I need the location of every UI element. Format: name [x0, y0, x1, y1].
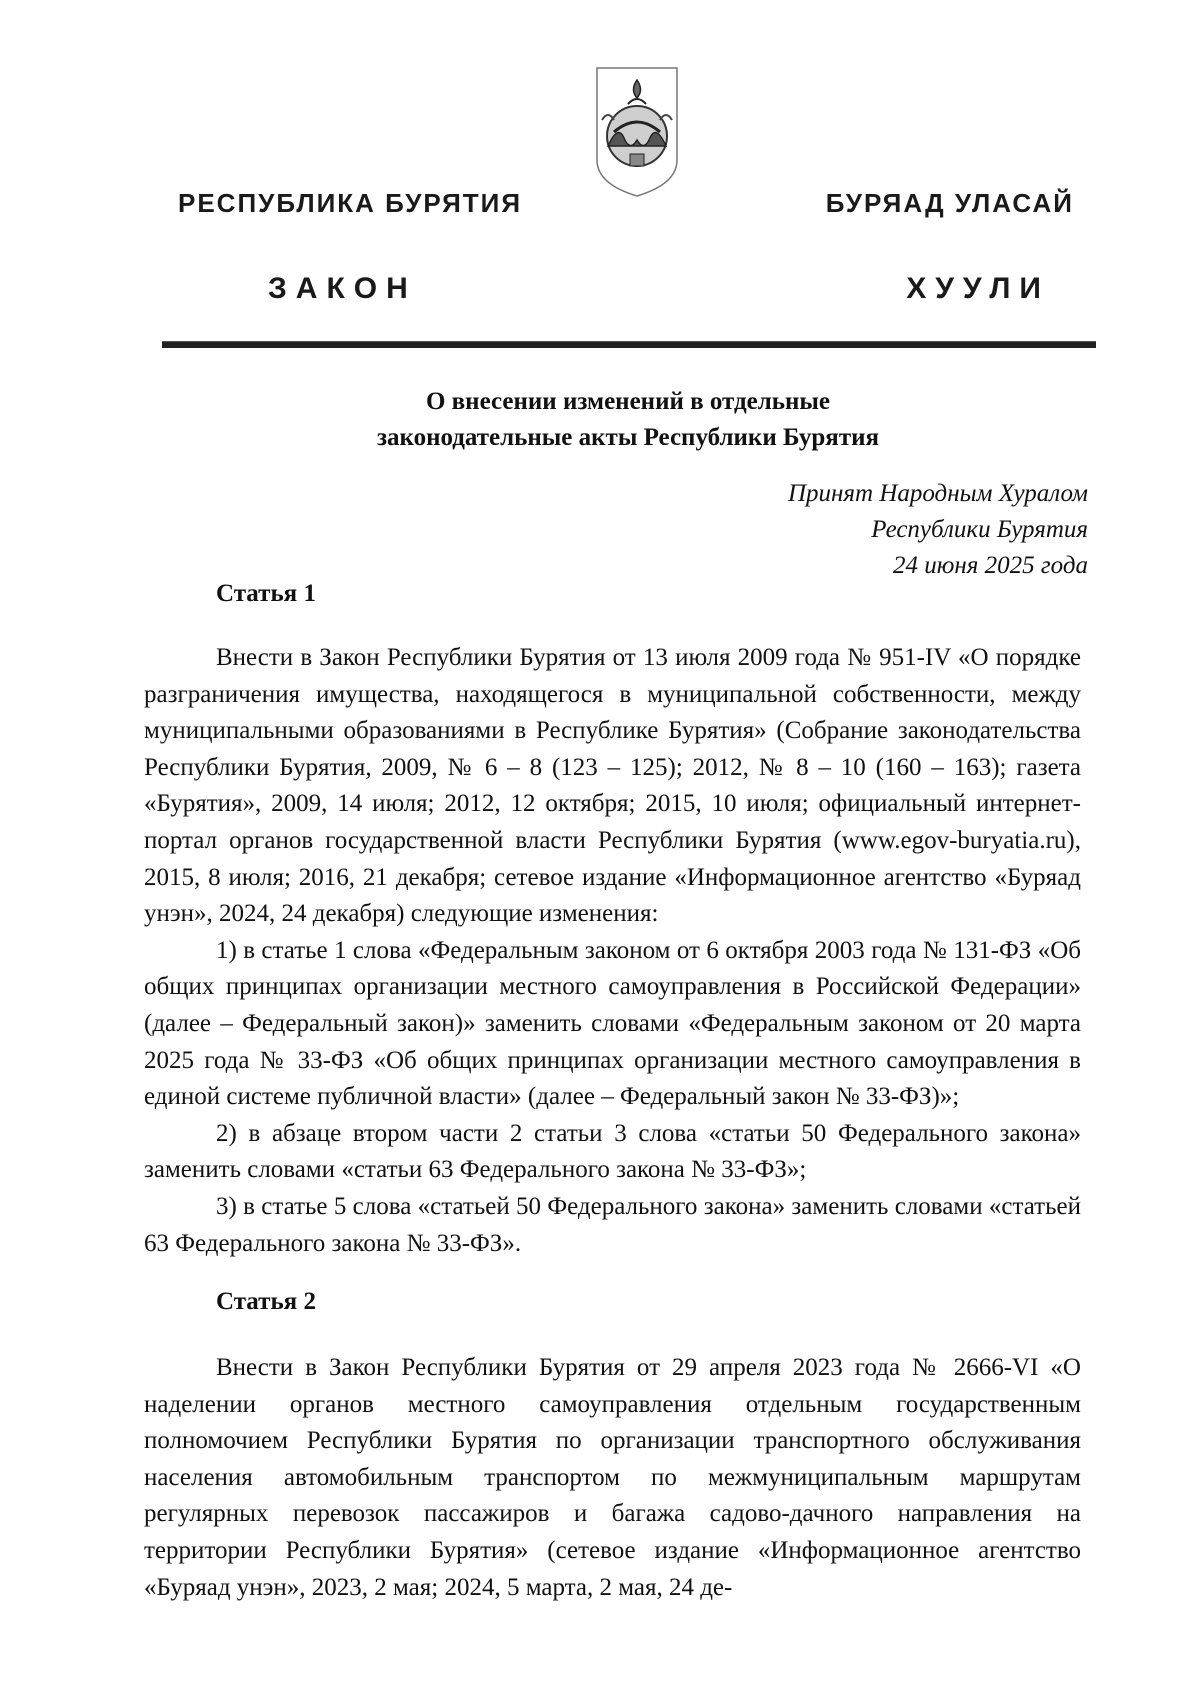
buryatia-coat-of-arms-icon	[594, 60, 680, 200]
article-2-paragraph-1: Внести в Закон Республики Бурятия от 29 апреля 2023 года № 2666-VI «О наделении органов местного самоуправления отдельным государственным полномочием Республики Бурятия по организации транспортного обслуживания населения автомобильным транспортом по межмуниципальным маршрутам регулярных перевозок пассажиров и багажа садово-дачного направления на территории Республики Бурятия» (сетевое издание «Информационное агентство «Буряад унэн», 2023, 2 мая; 2024, 5 марта, 2 мая, 24 де-	[144, 1354, 1081, 1601]
article-1-paragraph-3: 2) в абзаце втором части 2 статьи 3 слова «статьи 50 Федерального закона» заменить словами «статьи 63 Федерального закона № 33-ФЗ»;	[144, 1119, 1081, 1184]
adoption-note-line-2: Республики Бурятия	[871, 516, 1088, 543]
article-1-heading: Статья 1	[216, 580, 316, 607]
article-2-heading: Статья 2	[216, 1288, 316, 1315]
header-divider	[162, 341, 1096, 348]
article-1-paragraph-4: 3) в статье 5 слова «статьей 50 Федерального закона» заменить словами «статьей 63 Федерального закона № 33-ФЗ».	[144, 1192, 1081, 1257]
article-1-paragraph-1: Внести в Закон Республики Бурятия от 13 июля 2009 года № 951-IV «О порядке разграничения имущества, находящегося в муниципальной собственности, между муниципальными образованиями в Республике Бурятия» (Собрание законодательства Республики Бурятия, 2009, № 6 – 8 (123 – 125); 2012, № 8 – 10 (160 – 163); газета «Бурятия», 2009, 14 июля; 2012, 12 октября; 2015, 10 июля; официальный интернет-портал органов государственной власти Республики Бурятия (www.egov-buryatia.ru), 2015, 8 июля; 2016, 21 декабря; сетевое издание «Информационное агентство «Буряад унэн», 2024, 24 декабря) следующие изменения:	[144, 644, 1081, 928]
article-1-paragraph-2: 1) в статье 1 слова «Федеральным законом от 6 октября 2003 года № 131-ФЗ «Об общих принципах организации местного самоуправления в Российской Федерации» (далее – Федеральный закон)» заменить словами «Федеральным законом от 20 марта 2025 года № 33-ФЗ «Об общих принципах организации местного самоуправления в единой системе публичной власти» (далее – Федеральный закон № 33-ФЗ)»;	[144, 936, 1081, 1111]
article-2-body	[144, 1350, 1081, 1606]
document-title	[160, 384, 1096, 456]
law-label-buryat: ХУУЛИ	[906, 272, 1050, 305]
adoption-note	[788, 476, 1088, 584]
adoption-note-line-3: 24 июня 2025 года	[893, 552, 1088, 579]
article-1-body	[144, 640, 1081, 1262]
adoption-note-line-1: Принят Народным Хуралом	[787, 480, 1088, 507]
republic-name-buryat: БУРЯАД УЛАСАЙ	[825, 188, 1074, 218]
law-label-russian: ЗАКОН	[268, 272, 417, 305]
coat-of-arms-emblem	[594, 60, 680, 200]
document-title-line-1: О внесении изменений в отдельные	[425, 388, 831, 415]
republic-name-russian: РЕСПУБЛИКА БУРЯТИЯ	[178, 188, 523, 218]
document-title-line-2: законодательные акты Республики Бурятия	[376, 424, 880, 451]
